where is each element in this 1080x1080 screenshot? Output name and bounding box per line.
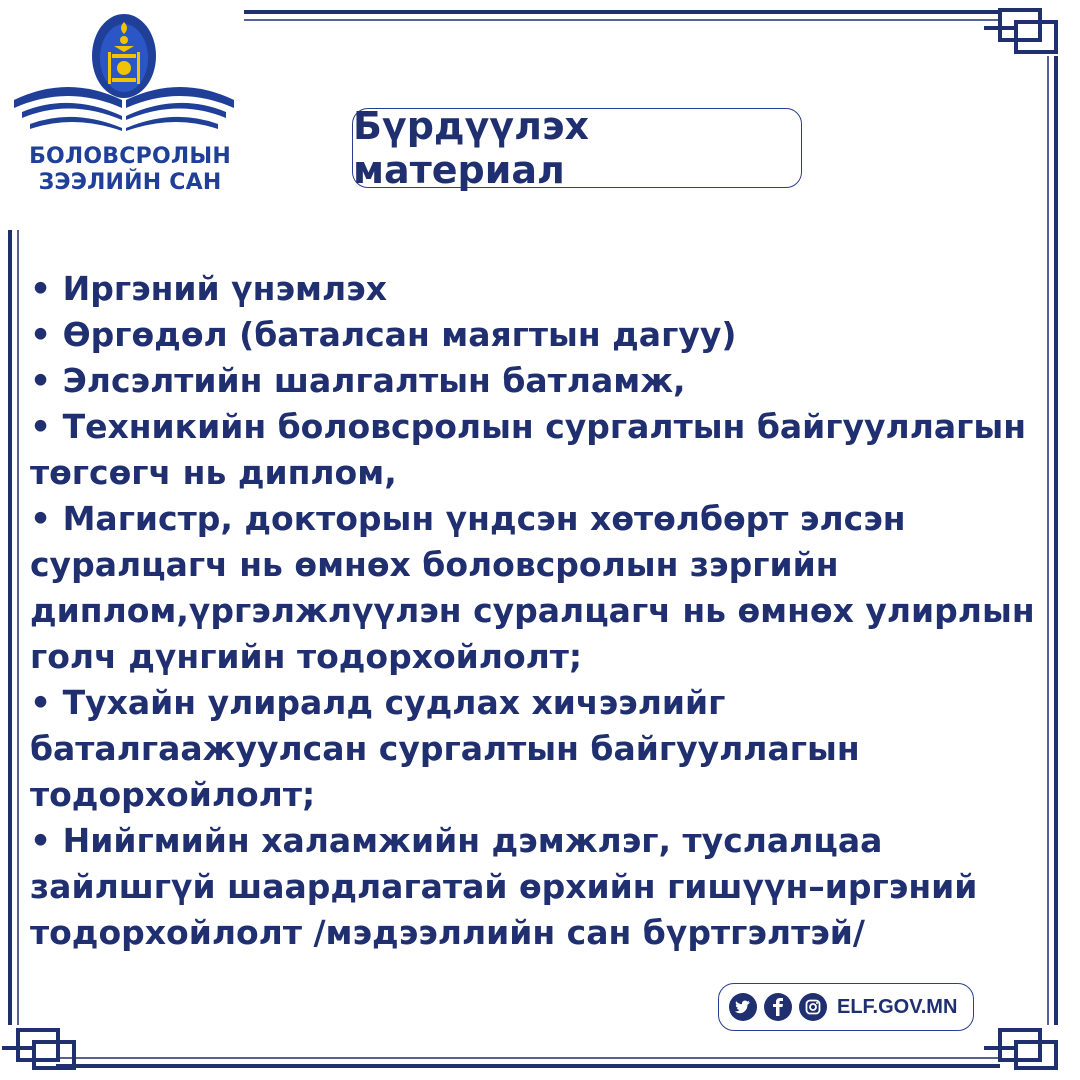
corner-knot-bottom-right [984,1030,1056,1068]
requirement-item: • Нийгмийн халамжийн дэмжлэг, туслалцаа зайлшгүй шаардлагатай өрхийн гишүүн–иргэний тодорхойлолт /мэдээллийн сан бүртгэлтэй/ [30,821,978,952]
requirement-item: • Өргөдөл (баталсан маягтын дагуу) [30,315,737,354]
requirement-item: • Элсэлтийн шалгалтын батламж, [30,361,686,400]
requirement-item: • Тухайн улиралд судлах хичээлийг баталгаажуулсан сургалтын байгууллагын тодорхойлолт; [30,683,860,814]
logo-text-line2: ЗЭЭЛИЙН САН [38,170,222,195]
twitter-icon[interactable] [729,993,757,1021]
facebook-icon[interactable] [764,993,792,1021]
logo-text [8,144,252,196]
requirements-list [30,266,1040,956]
requirement-item: • Техникийн боловсролын сургалтын байгууллагын төгсөгч нь диплом, [30,407,1027,492]
soyombo-book-emblem-icon [8,8,240,138]
requirement-item: • Магистр, докторын үндсэн хөтөлбөрт элсэн суралцагч нь өмнөх боловсролын зэргийн диплом,үргэлжлүүлэн суралцагч нь өмнөх улирлын голч дүнгийн тодорхойлолт; [30,499,1035,676]
logo-text-line1: БОЛОВСРОЛЫН [29,144,231,169]
requirement-item: • Иргэний үнэмлэх [30,269,388,308]
corner-knot-top-right [984,10,1056,52]
website-link[interactable]: ELF.GOV.MN [837,995,958,1018]
instagram-icon[interactable] [799,993,827,1021]
corner-knot-bottom-left [2,1030,74,1068]
page-title: Бүрдүүлэх материал [352,108,802,188]
logo [8,8,240,198]
social-links [718,983,974,1031]
